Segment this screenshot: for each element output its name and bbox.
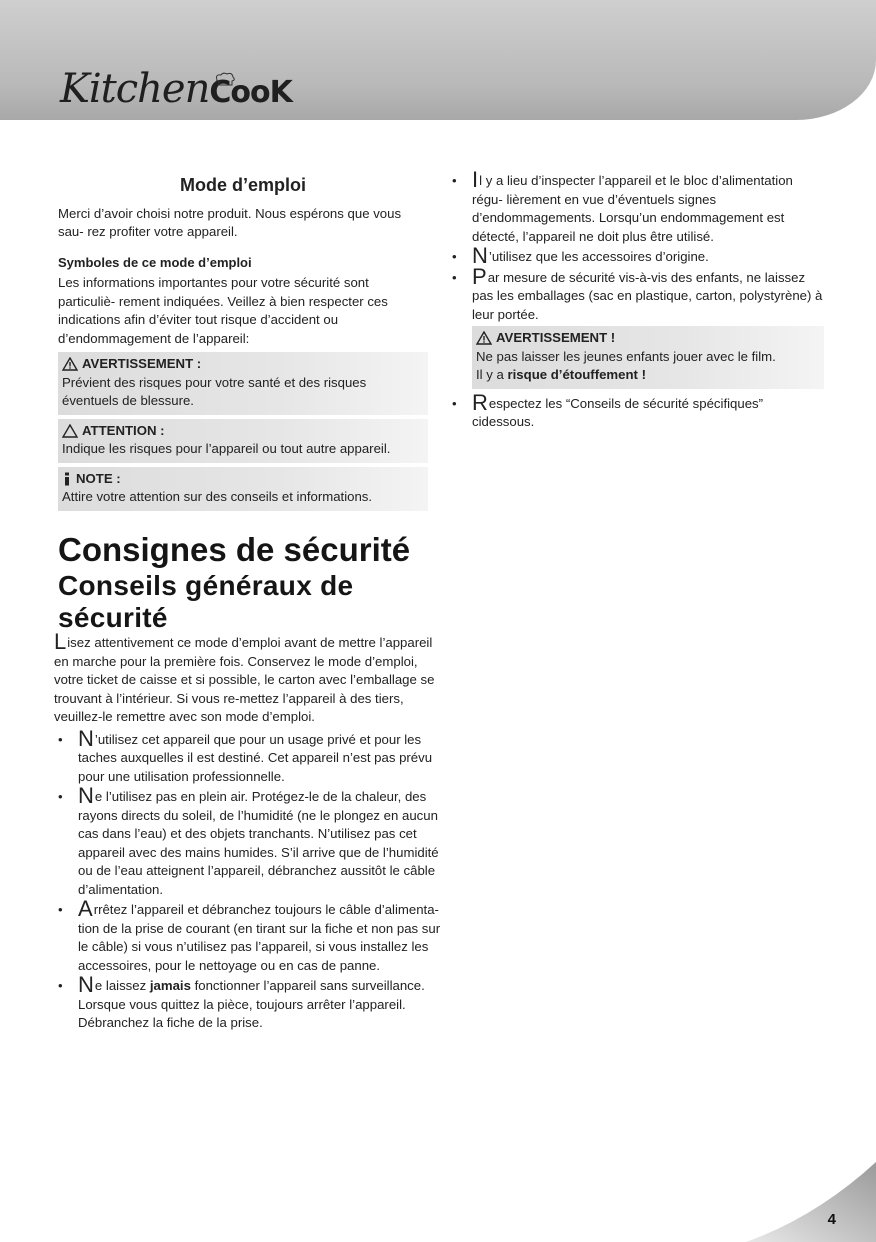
list-item-text: fonctionner l’appareil sans surveillance. Lorsque vous quittez la pièce, toujours arrêter l’appareil. Débranchez la fiche de la prise. (78, 978, 425, 1030)
intro-column (58, 172, 428, 515)
notice-label: AVERTISSEMENT : (82, 356, 202, 371)
notice-label: NOTE : (76, 470, 121, 486)
drop-cap: N (78, 783, 94, 808)
list-item (452, 263, 824, 325)
notice-text: Prévient des risques pour votre santé et des risques éventuels de blessure. (62, 374, 367, 408)
symbols-heading: Symboles de ce mode d’emploi (58, 254, 252, 270)
notice-note (58, 467, 428, 511)
drop-cap: N (472, 243, 488, 268)
page-corner-decoration (746, 1162, 876, 1242)
drop-cap: N (78, 972, 94, 997)
logo-script: Kitchen (60, 66, 210, 112)
safety-section (54, 530, 448, 1035)
info-icon (62, 472, 72, 486)
list-item (452, 389, 824, 432)
list-item (452, 167, 824, 246)
notice-attention (58, 419, 428, 463)
drop-cap: A (78, 896, 93, 921)
safety-subtitle: Conseils généraux de sécurité (58, 570, 354, 633)
emphasis-text: jamais (149, 978, 191, 993)
drop-cap: P (472, 263, 487, 289)
list-item-text: rrêtez l’appareil et débranchez toujours le câble d’alimenta- tion de la prise de courant (en tirant sur la fiche et non pas sur le câble) si vous n’utilisez pas l’appareil, si vous installez les accessoires, pour le nettoyage ou en cas de panne. (78, 902, 441, 973)
safety-list (58, 725, 448, 1033)
brand-logo (60, 66, 292, 112)
page-title: Mode d’emploi (180, 175, 306, 195)
drop-cap: L (54, 629, 67, 654)
drop-cap: R (472, 389, 488, 415)
right-column (452, 167, 824, 434)
right-list-2 (452, 389, 824, 432)
drop-cap: N (78, 725, 94, 751)
safety-intro-text: isez attentivement ce mode d’emploi avant de mettre l’appareil en marche pour la première fois. Conservez le mode d’emploi, votre ticket de caisse et si possible, le carton avec l’emballage se trouvant à l’intérieur. Si vous re-mettez l’appareil à des tiers, veuillez-le remettre avec son mode d’emploi. (54, 635, 435, 724)
list-item (58, 783, 448, 899)
right-list (452, 167, 824, 324)
thanks-text: Merci d’avoir choisi notre produit. Nous espérons que vous sau- rez profiter votre appareil. (58, 205, 402, 239)
list-item-text: l y a lieu d’inspecter l’appareil et le bloc d’alimentation régu- lièrement en vue d’éventuels signes d’endommagements. Lorsqu’un endommagement est détecté, l’appareil ne doit plus être utilisé. (472, 173, 793, 244)
symbols-text: Les informations importantes pour votre sécurité sont particuliè- rement indiquées. Veillez à bien respecter ces indications afin d’éviter tout risque d’accident ou d’endommagement de l’appareil: (58, 275, 388, 346)
list-item (58, 896, 448, 975)
notice-text: Indique les risques pour l’appareil ou tout autre appareil. (62, 441, 391, 456)
attention-triangle-icon (62, 424, 78, 438)
warning-triangle-icon (476, 331, 492, 345)
warning-triangle-icon (62, 357, 78, 371)
list-item (452, 243, 824, 268)
list-item-text: ’utilisez que les accessoires d’origine. (488, 249, 709, 264)
safety-title: Consignes de sécurité (58, 531, 411, 568)
notice-label: AVERTISSEMENT ! (496, 330, 616, 345)
notice-text-2 (476, 366, 818, 385)
safety-intro (54, 629, 448, 727)
notice-text: Ne pas laisser les jeunes enfants jouer avec le film. (476, 348, 776, 364)
emphasis-text: risque d’étouffement ! (507, 367, 646, 382)
notice-child-warning (472, 326, 824, 389)
notice-text-pre: Il y a (476, 367, 508, 382)
notice-warning (58, 352, 428, 415)
list-item (58, 725, 448, 787)
notice-label: ATTENTION : (82, 422, 165, 438)
chef-hat-icon (214, 72, 236, 86)
list-item (58, 972, 448, 1033)
page-number: 4 (827, 1211, 836, 1228)
logo-block: CooK (209, 75, 292, 110)
list-item-text: ’utilisez cet appareil que pour un usage privé et pour les taches auxquelles il est destiné. Cet appareil n’est pas prévu pour une utilisation professionnelle. (78, 731, 433, 784)
list-item-text: e l’utilisez pas en plein air. Protégez-le de la chaleur, des rayons directs du soleil, de l’humidité (ne le plongez en aucun cas dans l’eau) et des objets tranchants. N’utilisez pas cet appareil avec des mains humides. S’il arrive que de l’humidité ou de l’eau atteignent l’appareil, débranchez aussitôt le câble d’alimentation. (78, 789, 439, 897)
drop-cap: I (472, 167, 479, 192)
list-item-text: espectez les “Conseils de sécurité spécifiques” cidessous. (472, 395, 764, 429)
notice-text: Attire votre attention sur des conseils et informations. (62, 489, 373, 504)
list-item-text: ar mesure de sécurité vis-à-vis des enfants, ne laissez pas les emballages (sac en plastique, carton, polystyrène) à leur portée. (472, 269, 823, 322)
list-item-text: e laissez (94, 978, 150, 993)
